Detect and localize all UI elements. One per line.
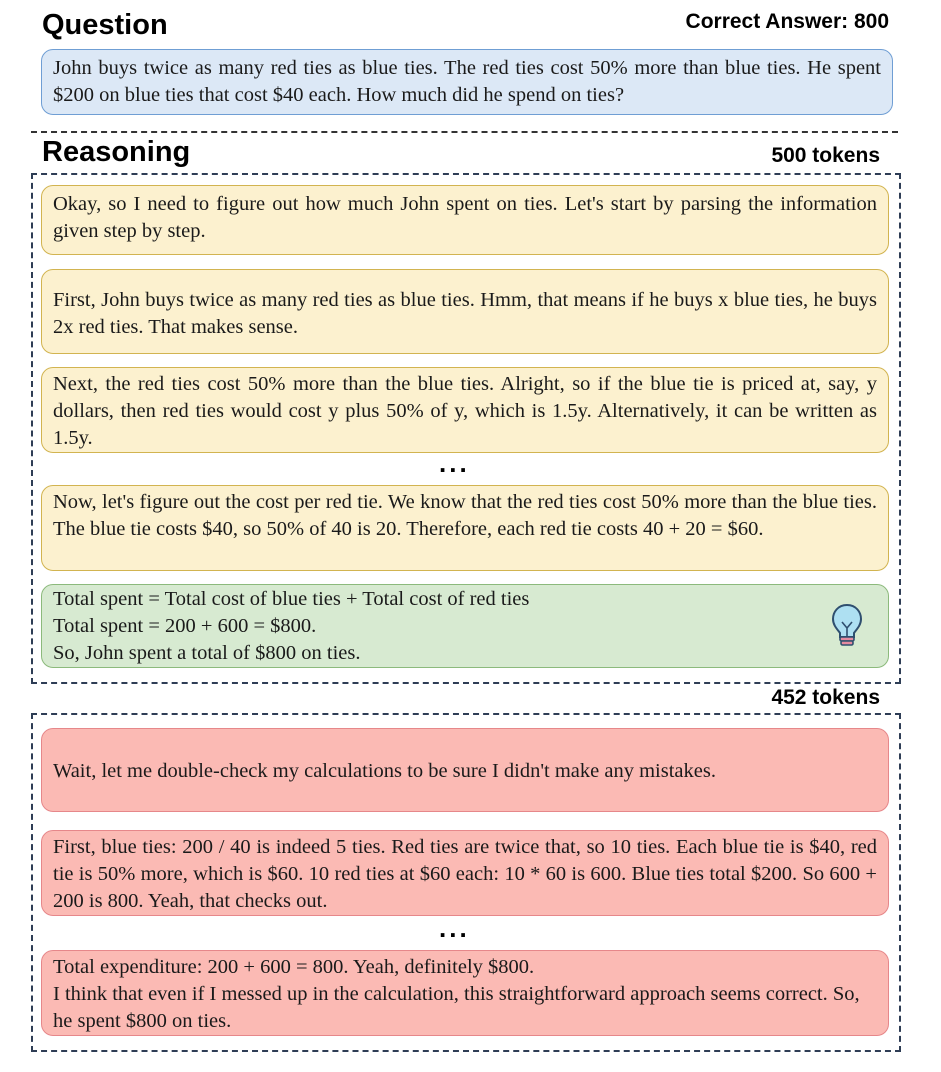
section-divider: [31, 131, 898, 133]
reasoning-step-3: [41, 367, 889, 453]
final-answer-box: [41, 950, 889, 1036]
reasoning-step-text: Now, let's figure out the cost per red tie. We know that the red ties cost 50% more than the blue ties. The blue tie costs $40, so 50% of 40 is 20. Therefore, each red tie costs 40 + 20 = $60.: [53, 491, 877, 540]
reasoning-heading: Reasoning: [42, 136, 191, 168]
token-count-second: 452 tokens: [771, 686, 880, 709]
reasoning-step-4: [41, 485, 889, 571]
overthink-step-2: [41, 830, 889, 916]
overthink-step-text: Wait, let me double-check my calculations to be sure I didn't make any mistakes.: [53, 760, 716, 782]
reasoning-step-text: Next, the red ties cost 50% more than the blue ties. Alright, so if the blue tie is priced at, say, y dollars, then red ties would cost y plus 50% of y, which is 1.5y. Alternatively, it can be written as 1.5y.: [53, 373, 877, 449]
answer-line-3: So, John spent a total of $800 on ties.: [53, 642, 361, 664]
question-box: [41, 49, 893, 115]
correct-answer-label: Correct Answer: 800: [685, 10, 889, 33]
answer-line-2: Total spent = 200 + 600 = $800.: [53, 615, 317, 637]
reasoning-step-text: First, John buys twice as many red ties as blue ties. Hmm, that means if he buys x blue ties, he buys 2x red ties. That makes sense.: [53, 289, 877, 338]
reasoning-step-2: [41, 269, 889, 354]
ellipsis-2: ...: [439, 913, 470, 943]
question-text: John buys twice as many red ties as blue ties. The red ties cost 50% more than blue ties. He spent $200 on blue ties that cost $40 each. How much did he spend on ties?: [53, 57, 881, 106]
question-heading: Question: [42, 9, 168, 41]
overthink-step-text: First, blue ties: 200 / 40 is indeed 5 ties. Red ties are twice that, so 10 ties. Each blue tie is $40, red tie is 50% more, which is $60. 10 red ties at $60 each: 10 * 60 is 600. Blue ties total $200. So 600 + 200 is 800. Yeah, that checks out.: [53, 836, 877, 912]
reasoning-step-1: [41, 185, 889, 255]
answer-line-1: Total spent = Total cost of blue ties + Total cost of red ties: [53, 588, 530, 610]
answer-box: [41, 584, 889, 668]
token-count-first: 500 tokens: [771, 144, 880, 167]
reasoning-step-text: Okay, so I need to figure out how much John spent on ties. Let's start by parsing the information given step by step.: [53, 193, 877, 242]
final-line-2: I think that even if I messed up in the calculation, this straightforward approach seems correct. So, he spent $800 on ties.: [53, 983, 860, 1032]
ellipsis-1: ...: [439, 448, 470, 478]
final-line-1: Total expenditure: 200 + 600 = 800. Yeah, definitely $800.: [53, 956, 535, 978]
overthink-step-1: [41, 728, 889, 812]
lightbulb-icon: [830, 602, 864, 648]
